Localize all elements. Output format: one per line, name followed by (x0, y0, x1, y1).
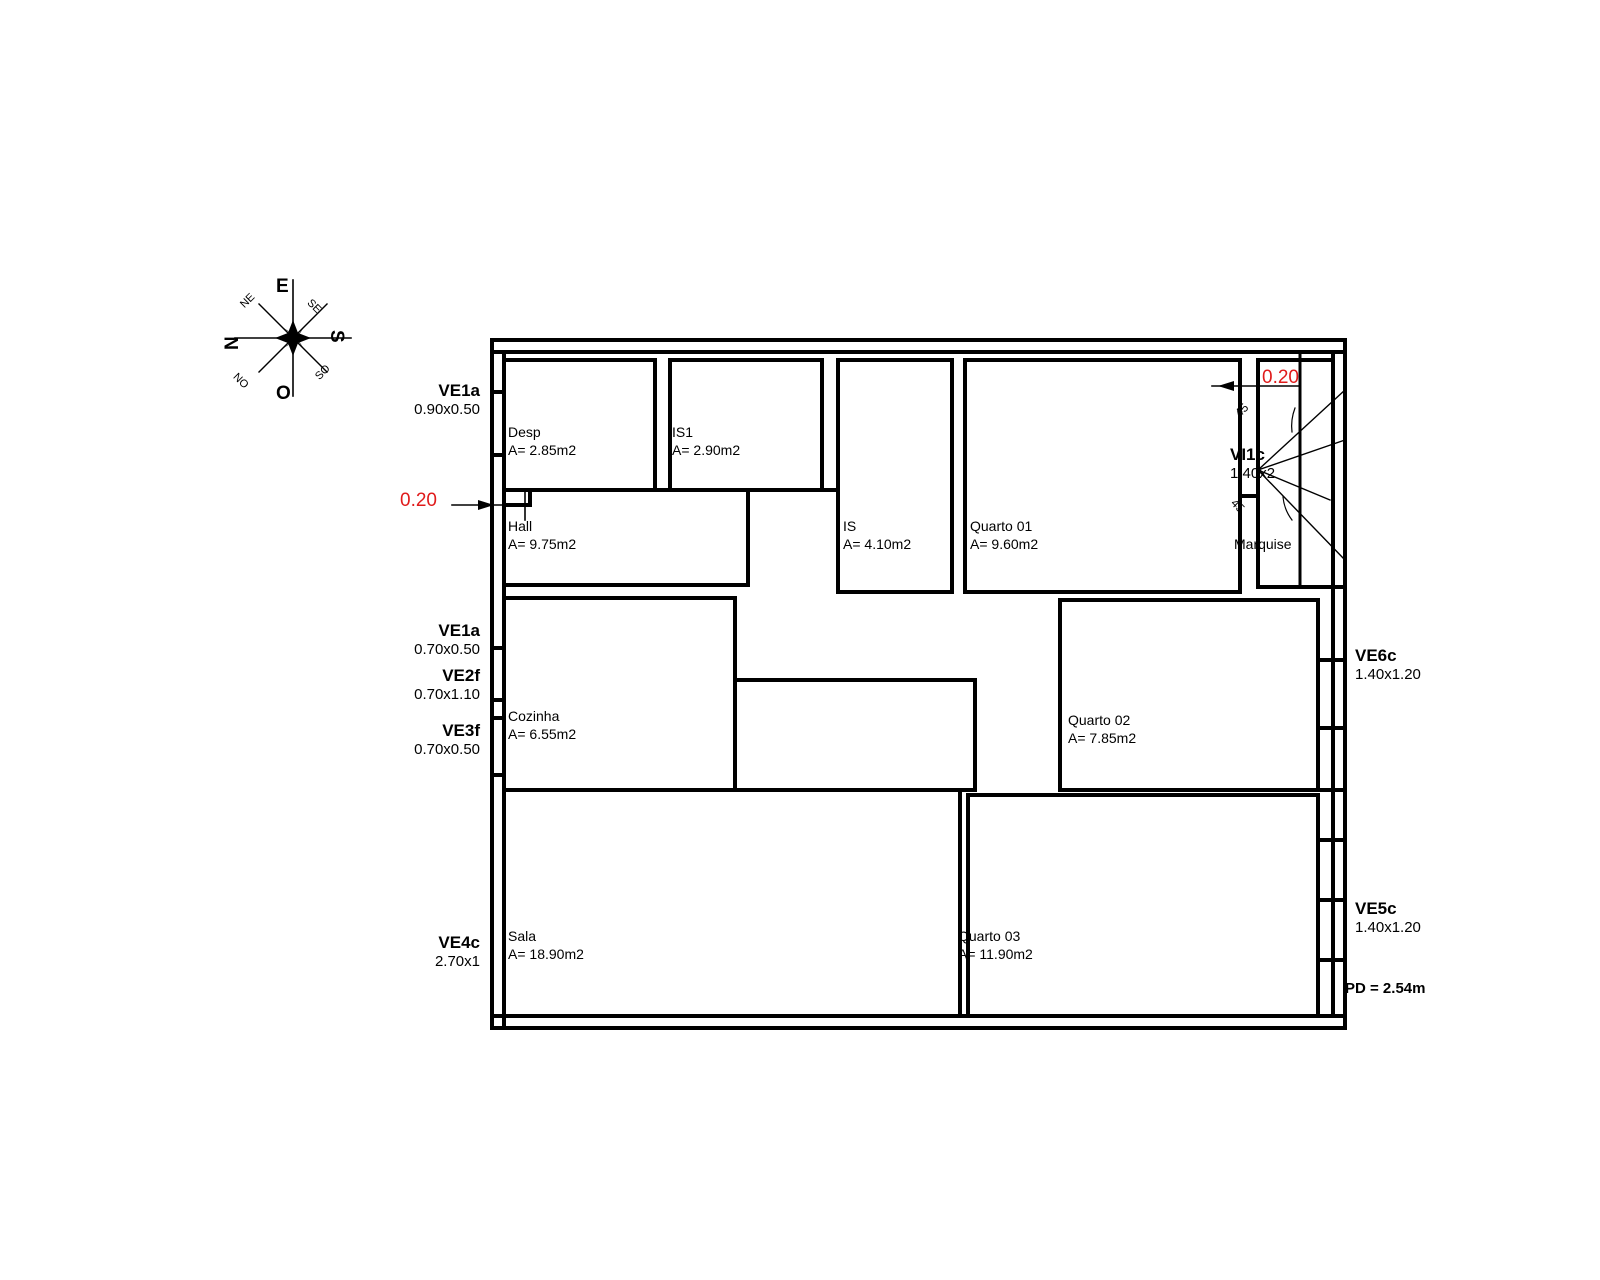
room-name: IS1 (672, 424, 694, 440)
opening-dim: 0.70x0.50 (414, 741, 480, 759)
room-area: A= 9.60m2 (970, 535, 1039, 552)
room-label-quarto-03 (958, 928, 1033, 963)
compass-label-so: SO (313, 362, 333, 383)
room-name: Quarto 03 (958, 928, 1021, 944)
compass-label-o: O (276, 383, 291, 404)
opening-code: VE2f (442, 666, 480, 685)
opening-code: VE4c (438, 933, 480, 952)
compass-label-s: S (326, 330, 347, 343)
room-name: Quarto 01 (970, 518, 1033, 534)
room-name: Desp (508, 424, 541, 440)
room-area: A= 4.10m2 (843, 535, 912, 552)
opening-code: VE5c (1355, 899, 1397, 918)
opening-dim: 0.90x0.50 (414, 401, 480, 419)
dimension-wall-top-right: 0.20 (1262, 367, 1299, 388)
opening-code: VE1a (438, 381, 480, 400)
room-area: A= 2.85m2 (508, 441, 577, 458)
room-label-is1 (672, 424, 740, 459)
opening-tag-ve4c (355, 932, 480, 972)
room-label-marquise: Marquise (1234, 536, 1292, 552)
opening-tag-ve6c (1355, 645, 1421, 685)
room-area: A= 6.55m2 (508, 725, 577, 742)
room-name: Quarto 02 (1068, 712, 1131, 728)
opening-tag-ve2f (355, 665, 480, 705)
opening-dim: 1.40x2 (1230, 465, 1276, 483)
dimension-wall-left: 0.20 (400, 490, 437, 511)
room-label-quarto-01 (970, 518, 1038, 553)
opening-dim: 0.70x1.10 (414, 686, 480, 704)
room-label-desp (508, 424, 576, 459)
room-area: A= 11.90m2 (958, 945, 1033, 962)
room-area: A= 2.90m2 (672, 441, 741, 458)
room-label-hall (508, 518, 576, 553)
opening-code: VE3f (442, 721, 480, 740)
room-label-is (843, 518, 911, 553)
opening-dim: 0.70x0.50 (414, 641, 480, 659)
opening-dim: 1.40x1.20 (1355, 666, 1421, 684)
room-name: Cozinha (508, 708, 560, 724)
opening-tag-ve3f (355, 720, 480, 760)
opening-code: VI1c (1230, 445, 1265, 464)
room-area: A= 7.85m2 (1068, 729, 1137, 746)
room-name: Sala (508, 928, 537, 944)
room-name: IS (843, 518, 857, 534)
compass-label-n: N (222, 336, 243, 350)
opening-code: VE6c (1355, 646, 1397, 665)
room-name: Hall (508, 518, 533, 534)
opening-tag-ve1a-left (355, 620, 480, 660)
compass-label-se: SE (304, 297, 324, 316)
room-area: A= 18.90m2 (508, 945, 584, 962)
room-label-cozinha (508, 708, 576, 743)
opening-code: VE1a (438, 621, 480, 640)
opening-dim: 2.70x1 (434, 953, 480, 971)
compass-label-no: NO (230, 371, 251, 392)
compass-label-ne: NE (238, 291, 258, 311)
opening-tag-ve1a-top (360, 380, 480, 420)
opening-tag-vi1c (1230, 444, 1275, 484)
opening-tag-ve5c (1355, 898, 1421, 938)
angle-label-top: 45 (1232, 400, 1252, 420)
ceiling-height-note: PD = 2.54m (1345, 980, 1426, 997)
room-area: A= 9.75m2 (508, 535, 577, 552)
compass-label-e: E (276, 276, 289, 297)
room-label-sala (508, 928, 584, 963)
room-label-quarto-02 (1068, 712, 1136, 747)
angle-label-bottom: 45 (1228, 496, 1248, 516)
opening-dim: 1.40x1.20 (1355, 919, 1421, 937)
